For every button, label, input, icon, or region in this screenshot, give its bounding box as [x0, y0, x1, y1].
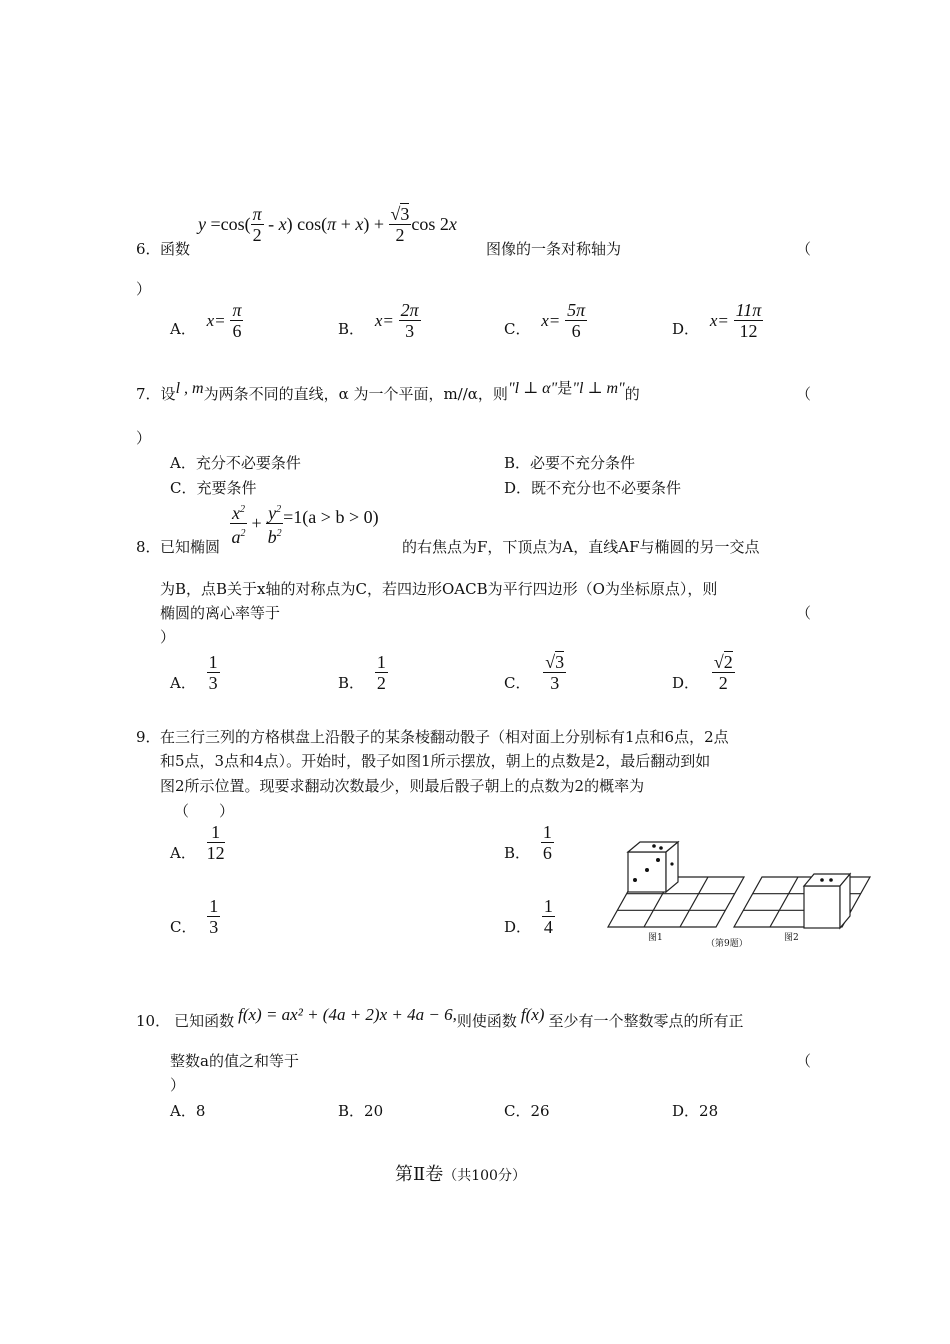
- q9-line-3: 图2所示位置。现要求翻动次数最少，则最后骰子朝上的点数为2的概率为: [160, 777, 645, 795]
- q10-text-1: 已知函数: [174, 1012, 235, 1030]
- q9-line-2: 和5点，3点和4点）。开始时，骰子如图1所示摆放，朝上的点数是2，最后翻动到如: [160, 752, 711, 770]
- q7-option-a[interactable]: A．充分不必要条件: [170, 454, 301, 472]
- q8-option-d[interactable]: D． $\frac{√2}{2}$: [672, 652, 733, 693]
- q8-option-b[interactable]: B． $\frac{1}{2}$: [338, 652, 386, 693]
- q8-formula: $\frac{x^2}{a^2}$ + $\frac{y^2}{b^2}$ =1(a > b > 0): [230, 500, 379, 547]
- q9-figure-caption: （第9题）: [706, 939, 748, 949]
- q7-paren-close: ）: [136, 429, 152, 447]
- q6-option-b[interactable]: B． x= $\frac{2\pi}{3}$: [338, 300, 419, 341]
- q10-text-2: 则使函数: [456, 1012, 517, 1030]
- q7-option-c[interactable]: C．充要条件: [170, 479, 257, 497]
- q6-prefix: 函数: [160, 240, 191, 258]
- q7-cond2: "l ⊥ m": [572, 380, 625, 397]
- q10-option-b[interactable]: B．20: [338, 1102, 384, 1120]
- q8-text-1: 已知椭圆: [160, 538, 221, 556]
- q7-shi: 是: [557, 379, 573, 397]
- q9-option-c[interactable]: C． $\frac{1}{3}$: [170, 896, 219, 937]
- section-title-main: 第Ⅱ卷: [395, 1164, 444, 1185]
- q9-number: 9．: [136, 728, 161, 746]
- q9-paren: （ ）: [174, 802, 235, 820]
- q6-option-a[interactable]: A． x= $\frac{\pi}{6}$: [170, 300, 242, 341]
- q6-number: 6．: [136, 240, 161, 258]
- q8-paren-open: （: [796, 604, 812, 622]
- q6-option-c[interactable]: C． x= $\frac{5\pi}{6}$: [504, 300, 586, 341]
- q9-option-a[interactable]: A． $\frac{1}{12}$: [170, 822, 225, 863]
- q8-option-a[interactable]: A． $\frac{1}{3}$: [170, 652, 218, 693]
- q10-fx: f(x): [520, 1005, 545, 1024]
- q7-option-d[interactable]: D．既不充分也不必要条件: [504, 479, 682, 497]
- q7-text-2: 为两条不同的直线，α 为一个平面，m//α，则: [203, 385, 508, 403]
- q9-line-1: 在三行三列的方格棋盘上沿骰子的某条棱翻动骰子（相对面上分别标有1点和6点，2点: [160, 728, 729, 746]
- q9-option-d[interactable]: D． $\frac{1}{4}$: [504, 896, 553, 937]
- q7-paren-open: （: [796, 385, 812, 403]
- q8-paren-close: ）: [160, 628, 176, 646]
- q10-paren-close: ）: [170, 1076, 186, 1094]
- q6-suffix: 图像的一条对称轴为: [486, 240, 622, 258]
- q10-option-c[interactable]: C．26: [504, 1102, 550, 1120]
- q7-de: 的: [624, 385, 640, 403]
- q8-number: 8．: [136, 538, 161, 556]
- q10-text-3: 至少有一个整数零点的所有正: [548, 1012, 744, 1030]
- q8-text-2: 的右焦点为F，下顶点为A，直线AF与椭圆的另一交点: [402, 538, 760, 556]
- die-1: [628, 842, 678, 892]
- section-title-note: （共100分）: [443, 1168, 526, 1184]
- q9-figure-caption-1: 图1: [648, 933, 663, 943]
- q6-paren-open: （: [796, 240, 812, 258]
- q9-option-b[interactable]: B． $\frac{1}{6}$: [504, 822, 552, 863]
- dice-board-figure: [598, 836, 890, 952]
- q7-line: [136, 379, 640, 404]
- q10-option-a[interactable]: A．8: [170, 1102, 206, 1120]
- q10-line: [136, 1005, 744, 1031]
- q8-option-c[interactable]: C． $\frac{√3}{3}$: [504, 652, 565, 693]
- q7-text-1: 设: [160, 385, 176, 403]
- q10-paren-open: （: [796, 1052, 812, 1070]
- q8-line-2: 为B，点B关于x轴的对称点为C，若四边形OACB为平行四边形（O为坐标原点），则: [160, 580, 718, 598]
- q10-formula: f(x) = ax² + (4a + 2)x + 4a − 6,: [238, 1005, 457, 1024]
- q8-line-3: 椭圆的离心率等于: [160, 604, 281, 622]
- q10-option-d[interactable]: D．28: [672, 1102, 719, 1120]
- q6-formula: y =cos( $\frac{\pi}{2}$ - x) cos(π + x) + $\frac{√3}{2}$ cos 2x: [198, 204, 457, 245]
- q10-line-2: 整数a的值之和等于: [170, 1052, 299, 1070]
- q10-number: 10．: [136, 1012, 171, 1030]
- q7-cond1: "l ⊥ α": [507, 380, 558, 397]
- q7-option-b[interactable]: B．必要不充分条件: [504, 454, 636, 472]
- q9-figure-caption-2: 图2: [784, 933, 799, 943]
- die-2: [804, 874, 850, 928]
- section-title: [395, 1160, 526, 1186]
- q6-option-d[interactable]: D． x= $\frac{11\pi}{12}$: [672, 300, 762, 341]
- q6-paren-close: ）: [136, 280, 152, 298]
- q7-vars: l , m: [175, 380, 204, 397]
- q9-figure: [598, 836, 890, 952]
- q7-number: 7．: [136, 385, 161, 403]
